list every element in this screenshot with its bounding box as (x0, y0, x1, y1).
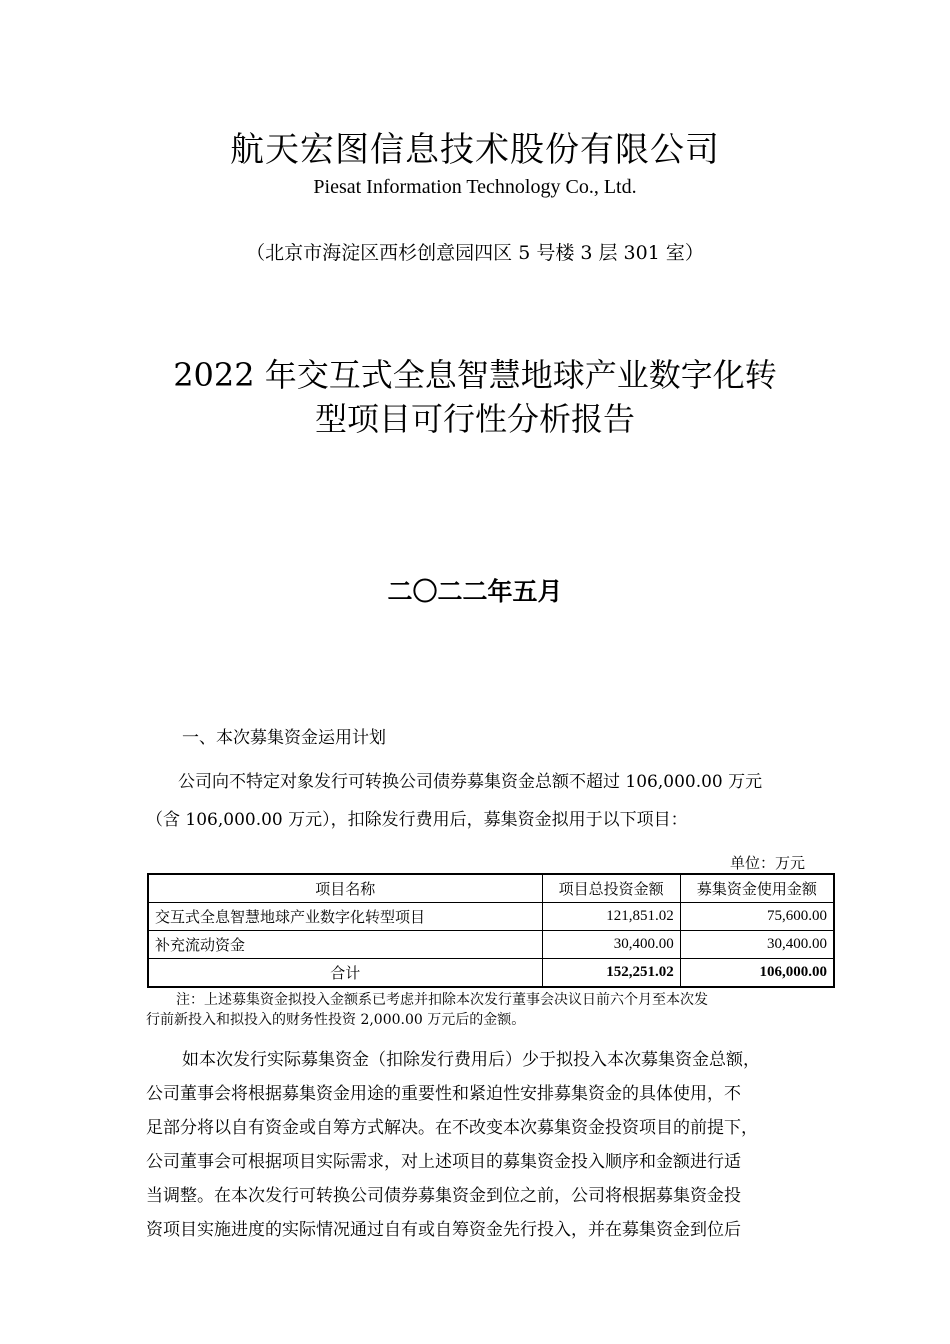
cell-project-name: 补充流动资金 (148, 931, 542, 959)
note-line: 行前新投入和拟投入的财务性投资 2,000.00 万元后的金额。 (146, 1012, 526, 1028)
header-raised-funds: 募集资金使用金额 (680, 874, 834, 903)
table-total-row (148, 959, 834, 988)
body-line: 公司董事会将根据募集资金用途的重要性和紧迫性安排募集资金的具体使用，不 (146, 1084, 741, 1104)
cell-raised-funds-sum: 106,000.00 (680, 959, 834, 988)
fund-usage-table (147, 873, 835, 988)
report-title-line1: 2022 年交互式全息智慧地球产业数字化转 (173, 356, 777, 394)
paragraph-line: （含 106,000.00 万元），扣除发行费用后，募集资金拟用于以下项目： (146, 810, 688, 830)
paragraph-line: 公司向不特定对象发行可转换公司债券募集资金总额不超过 106,000.00 万元 (178, 772, 763, 792)
body-line: 资项目实施进度的实际情况通过自有或自筹资金先行投入，并在募集资金到位后 (146, 1220, 741, 1240)
cell-total-investment: 121,851.02 (542, 903, 680, 931)
body-paragraph (146, 1043, 826, 1247)
table-row (148, 903, 834, 931)
table-header-row (148, 874, 834, 903)
section-heading: 一、本次募集资金运用计划 (182, 728, 386, 748)
cell-total-investment: 30,400.00 (542, 931, 680, 959)
cell-total-label: 合计 (148, 959, 542, 988)
cell-raised-funds: 30,400.00 (680, 931, 834, 959)
cell-project-name: 交互式全息智慧地球产业数字化转型项目 (148, 903, 542, 931)
cell-raised-funds: 75,600.00 (680, 903, 834, 931)
table-row (148, 931, 834, 959)
report-title-line2: 型项目可行性分析报告 (314, 400, 635, 438)
cell-total-investment-sum: 152,251.02 (542, 959, 680, 988)
body-line: 公司董事会可根据项目实际需求，对上述项目的募集资金投入顺序和金额进行适 (146, 1152, 741, 1172)
company-address: （北京市海淀区西杉创意园四区 5 号楼 3 层 301 室） (246, 242, 704, 264)
report-date: 二〇二二年五月 (387, 577, 563, 606)
header-project-name: 项目名称 (148, 874, 542, 903)
body-line: 当调整。在本次发行可转换公司债券募集资金到位之前，公司将根据募集资金投 (146, 1186, 741, 1206)
body-line: 如本次发行实际募集资金（扣除发行费用后）少于拟投入本次募集资金总额， (182, 1050, 760, 1070)
note-line: 注：上述募集资金拟投入金额系已考虑并扣除本次发行董事会决议日前六个月至本次发 (176, 992, 708, 1008)
company-name-en: Piesat Information Technology Co., Ltd. (313, 176, 637, 198)
header-total-investment: 项目总投资金额 (542, 874, 680, 903)
body-line: 足部分将以自有资金或自筹方式解决。在不改变本次募集资金投资项目的前提下， (146, 1118, 758, 1138)
table-unit: 单位：万元 (730, 854, 806, 872)
table-note (146, 990, 826, 1030)
company-name-cn: 航天宏图信息技术股份有限公司 (230, 130, 720, 170)
